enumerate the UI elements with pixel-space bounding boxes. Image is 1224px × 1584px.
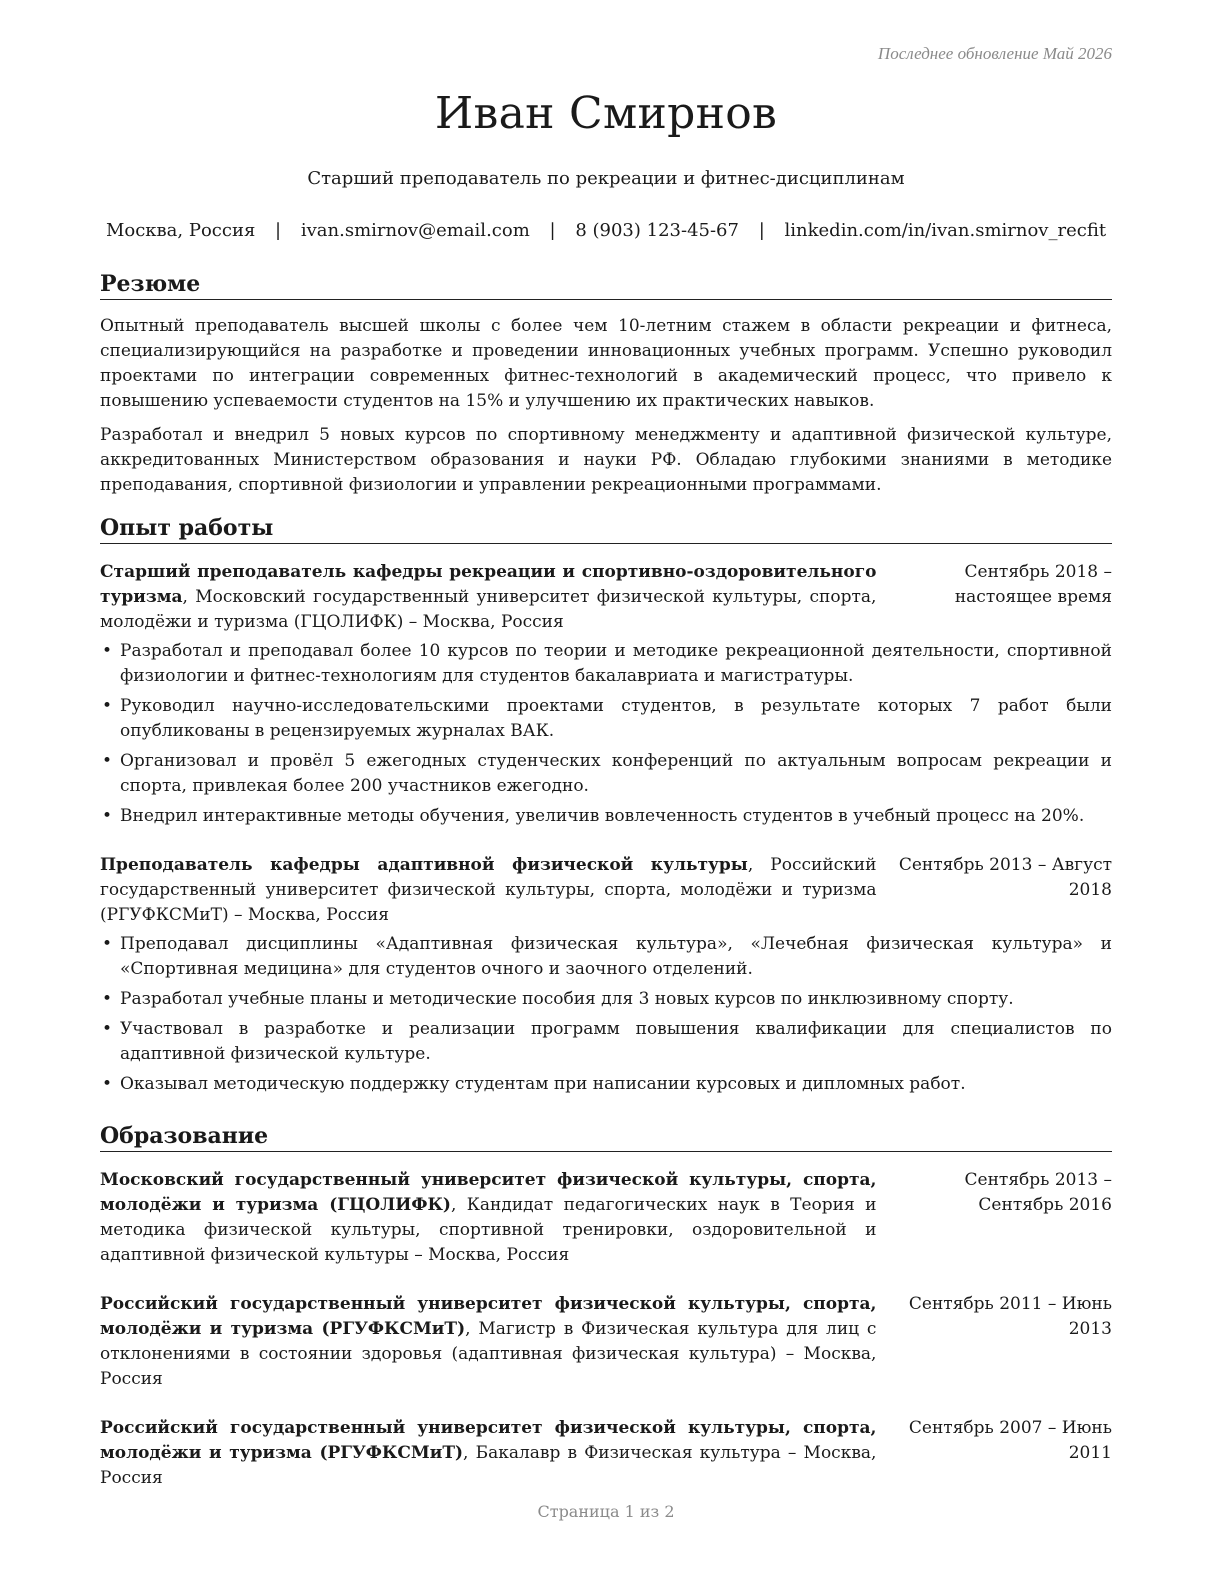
- job-header: [100, 560, 1112, 635]
- job-organization: , Российский государственный университет физической культуры, спорта, молодёжи и туризма (РГУФКСМиТ) – Москва, Россия: [100, 855, 877, 925]
- education-section: [100, 1122, 1112, 1491]
- job-bullet: • Преподавал дисциплины «Адаптивная физическая культура», «Лечебная физическая культура» и «Спортивная медицина» для студентов очного и заочного отделений.: [100, 932, 1112, 982]
- person-name: Иван Смирнов: [434, 88, 778, 139]
- job-position: Старший преподаватель кафедры рекреации и спортивно-оздоровительного туризма: [100, 562, 877, 607]
- job-organization: , Московский государственный университет физической культуры, спорта, молодёжи и туризма (ГЦОЛИФК) – Москва, Россия: [100, 587, 877, 632]
- education-entry: [100, 1168, 1112, 1268]
- job-dates: Сентябрь 2018 – настоящее время: [954, 562, 1112, 607]
- job-position: Преподаватель кафедры адаптивной физической культуры: [100, 855, 748, 875]
- contact-location: Москва, Россия: [105, 220, 256, 241]
- education-details: , Магистр в Физическая культура для лиц с отклонениями в состоянии здоровья (адаптивная физическая культура) – Москва, Россия: [100, 1319, 877, 1389]
- job-bullets: [100, 932, 1112, 1097]
- summary-paragraph: Опытный преподаватель высшей школы с более чем 10-летним стажем в области рекреации и фитнеса, специализирующийся на разработке и проведении инновационных учебных программ. Успешно руководил проектами по интеграции современных фитнес-технологий в академический процесс, что привело к повышению успеваемости студентов на 15% и улучшению их практических навыков.: [100, 316, 1112, 411]
- job-bullet: • Участвовал в разработке и реализации программ повышения квалификации для специалистов по адаптивной физической культуре.: [100, 1017, 1112, 1067]
- education-entry: [100, 1292, 1112, 1392]
- contact-line: [100, 220, 1112, 241]
- education-entry: [100, 1416, 1112, 1491]
- job-title: Старший преподаватель по рекреации и фитнес-дисциплинам: [307, 168, 905, 189]
- last-updated: Последнее обновление Май 2026: [877, 44, 1112, 63]
- section-title-summary: Резюме: [100, 270, 1112, 300]
- section-title-education: Образование: [100, 1122, 1112, 1152]
- contact-linkedin[interactable]: linkedin.com/in/ivan.smirnov_recfit: [784, 220, 1107, 241]
- job-header: [100, 853, 1112, 928]
- summary-paragraph: Разработал и внедрил 5 новых курсов по спортивному менеджменту и адаптивной физической культуре, аккредитованных Министерством образования и науки РФ. Обладаю глубокими знаниями в методике преподавания, спортивной физиологии и управлении рекреационными программами.: [100, 425, 1112, 495]
- contact-separator: |: [758, 220, 765, 241]
- section-title-experience: Опыт работы: [100, 514, 1112, 544]
- job-bullet: • Внедрил интерактивные методы обучения, увеличив вовлеченность студентов в учебный процесс на 20%.: [100, 804, 1112, 829]
- education-institution: Московский государственный университет физической культуры, спорта, молодёжи и туризма (ГЦОЛИФК): [100, 1170, 877, 1215]
- job-bullet: • Разработал учебные планы и методические пособия для 3 новых курсов по инклюзивному спорту.: [100, 987, 1112, 1012]
- education-dates: Сентябрь 2011 – Июнь 2013: [908, 1294, 1112, 1339]
- contact-separator: |: [275, 220, 282, 241]
- summary-section: [100, 270, 1112, 498]
- job-dates: Сентябрь 2013 – Август 2018: [898, 855, 1112, 900]
- contact-separator: |: [549, 220, 556, 241]
- education-details: , Кандидат педагогических наук в Теория и методика физической культуры, спортивной тренировки, оздоровительной и адаптивной физической культуры – Москва, Россия: [100, 1195, 877, 1265]
- job-entry: [100, 853, 1112, 1097]
- job-bullet: • Оказывал методическую поддержку студентам при написании курсовых и дипломных работ.: [100, 1072, 1112, 1097]
- education-institution: Российский государственный университет физической культуры, спорта, молодёжи и туризма (РГУФКСМиТ): [100, 1418, 877, 1463]
- contact-email[interactable]: ivan.smirnov@email.com: [300, 220, 530, 241]
- job-bullet: • Организовал и провёл 5 ежегодных студенческих конференций по актуальным вопросам рекреации и спорта, привлекая более 200 участников ежегодно.: [100, 749, 1112, 799]
- job-entry: [100, 560, 1112, 829]
- experience-section: [100, 514, 1112, 1102]
- contact-phone[interactable]: 8 (903) 123-45-67: [575, 220, 739, 241]
- job-bullets: [100, 639, 1112, 829]
- job-bullet: • Разработал и преподавал более 10 курсов по теории и методике рекреационной деятельности, спортивной физиологии и фитнес-технологиям для студентов бакалавриата и магистратуры.: [100, 639, 1112, 689]
- education-dates: Сентябрь 2013 – Сентябрь 2016: [964, 1170, 1112, 1215]
- resume-page: [100, 0, 1112, 1584]
- education-institution: Российский государственный университет физической культуры, спорта, молодёжи и туризма (РГУФКСМиТ): [100, 1294, 877, 1339]
- job-bullet: • Руководил научно-исследовательскими проектами студентов, в результате которых 7 работ были опубликованы в рецензируемых журналах ВАК.: [100, 694, 1112, 744]
- education-details: , Бакалавр в Физическая культура – Москва, Россия: [100, 1443, 877, 1488]
- page-number: Страница 1 из 2: [537, 1502, 675, 1521]
- education-dates: Сентябрь 2007 – Июнь 2011: [908, 1418, 1112, 1463]
